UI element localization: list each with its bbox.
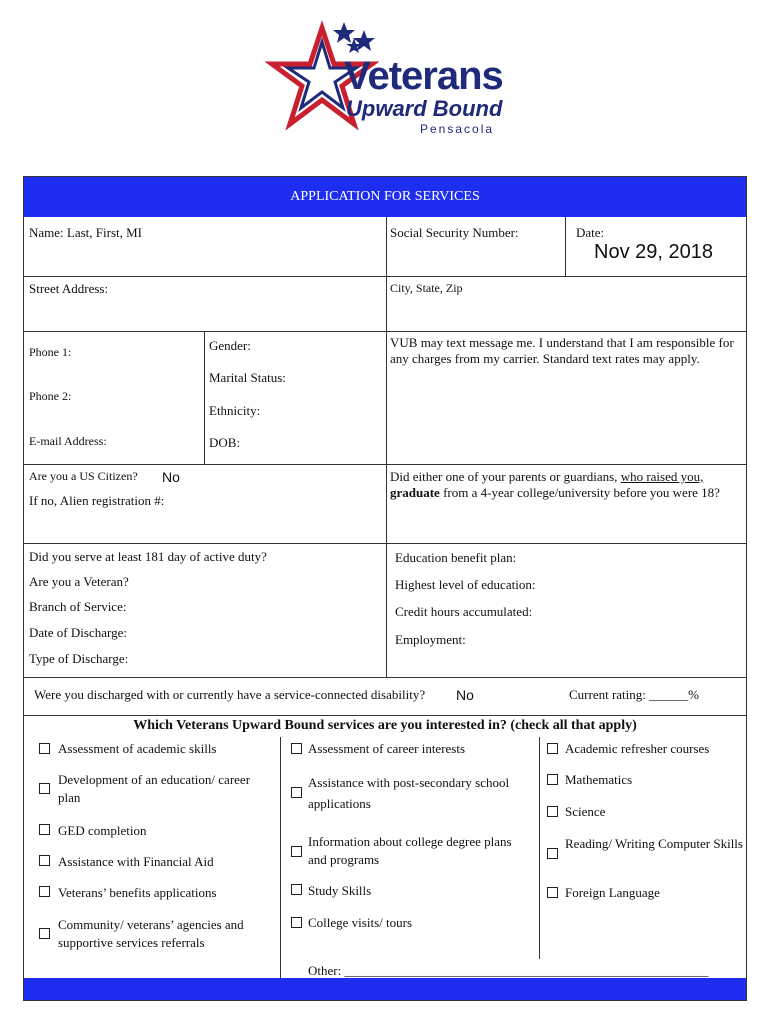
services-title: Which Veterans Upward Bound services are you interested in? (check all that apply) <box>133 718 637 733</box>
checkbox-reading-writing[interactable] <box>547 848 558 859</box>
checkbox-financial-aid[interactable] <box>39 855 50 866</box>
phone1-label: Phone 1: <box>29 345 72 359</box>
dob-label: DOB: <box>209 435 241 450</box>
parents-q-part1: Did either one of your parents or guardians, <box>390 469 621 484</box>
checkbox-career-interests[interactable] <box>291 743 302 754</box>
service-science: Science <box>565 804 606 819</box>
checkbox-community-referrals[interactable] <box>39 928 50 939</box>
logo-line2: Upward Bound <box>346 96 503 121</box>
email-label: E-mail Address: <box>29 434 107 448</box>
service-refresher-courses: Academic refresher courses <box>565 741 710 756</box>
checkbox-academic-skills[interactable] <box>39 743 50 754</box>
checkbox-college-visits[interactable] <box>291 917 302 928</box>
service-veterans-benefits: Veterans’ benefits applications <box>58 885 217 900</box>
street-label: Street Address: <box>29 281 109 296</box>
form-title: APPLICATION FOR SERVICES <box>24 177 746 217</box>
discharge-date-label: Date of Discharge: <box>29 625 127 640</box>
city-label: City, State, Zip <box>390 281 463 295</box>
checkbox-science[interactable] <box>547 806 558 817</box>
checkbox-school-applications[interactable] <box>291 787 302 798</box>
service-financial-aid: Assistance with Financial Aid <box>58 854 214 869</box>
disability-value[interactable]: No <box>456 687 474 703</box>
citizen-value[interactable]: No <box>162 469 180 485</box>
marital-label: Marital Status: <box>209 370 286 385</box>
other-field[interactable]: Other: ________________________________________________________ <box>308 963 709 978</box>
service-ged: GED completion <box>58 823 147 838</box>
parents-q-bold: graduate <box>390 485 440 500</box>
checkbox-mathematics[interactable] <box>547 774 558 785</box>
active-duty-label: Did you serve at least 181 day of active duty? <box>29 549 267 564</box>
date-value[interactable]: Nov 29, 2018 <box>594 241 713 263</box>
text-consent: VUB may text message me. I understand that I am responsible for any charges from my carrier. Standard text rates may apply. <box>390 335 734 366</box>
service-foreign-language: Foreign Language <box>565 885 660 900</box>
checkbox-veterans-benefits[interactable] <box>39 886 50 897</box>
logo-line3: Pensacola <box>420 122 495 136</box>
service-degree-plans: Information about college degree plans and programs <box>308 834 512 867</box>
checkbox-refresher-courses[interactable] <box>547 743 558 754</box>
service-community-referrals: Community/ veterans’ agencies and supportive services referrals <box>58 917 244 950</box>
gender-label: Gender: <box>209 338 251 353</box>
disability-label: Were you discharged with or currently have a service-connected disability? <box>34 687 426 702</box>
checkbox-career-plan[interactable] <box>39 783 50 794</box>
service-school-applications: Assistance with post-secondary school applications <box>308 775 510 811</box>
parents-question <box>390 469 746 501</box>
ssn-label: Social Security Number: <box>390 225 519 240</box>
rating-label: Current rating: ______% <box>569 687 699 702</box>
service-reading-writing: Reading/ Writing Computer Skills <box>565 836 743 851</box>
veteran-label: Are you a Veteran? <box>29 574 129 589</box>
citizen-label: Are you a US Citizen? <box>29 469 138 483</box>
checkbox-study-skills[interactable] <box>291 884 302 895</box>
ethnicity-label: Ethnicity: <box>209 403 261 418</box>
application-form <box>23 176 747 1001</box>
parents-q-part2: from a 4-year college/university before you were 18? <box>439 485 720 500</box>
date-label: Date: <box>576 225 605 240</box>
service-academic-skills: Assessment of academic skills <box>58 741 217 756</box>
parents-q-underline: who raised you, <box>620 469 704 484</box>
alien-label: If no, Alien registration #: <box>29 493 165 508</box>
credit-hours-label: Credit hours accumulated: <box>395 604 533 619</box>
vub-logo <box>262 20 512 140</box>
service-mathematics: Mathematics <box>565 772 633 787</box>
highest-edu-label: Highest level of education: <box>395 577 536 592</box>
service-college-visits: College visits/ tours <box>308 915 412 930</box>
service-career-interests: Assessment of career interests <box>308 741 466 756</box>
name-label: Name: Last, First, MI <box>29 225 143 240</box>
branch-label: Branch of Service: <box>29 599 127 614</box>
checkbox-degree-plans[interactable] <box>291 846 302 857</box>
checkbox-ged[interactable] <box>39 824 50 835</box>
service-study-skills: Study Skills <box>308 883 372 898</box>
employment-label: Employment: <box>395 632 466 647</box>
edu-benefit-label: Education benefit plan: <box>395 550 517 565</box>
service-career-plan: Development of an education/ career plan <box>58 772 251 805</box>
footer-bar <box>24 978 746 1000</box>
checkbox-foreign-language[interactable] <box>547 887 558 898</box>
phone2-label: Phone 2: <box>29 389 72 403</box>
logo-line1: Veterans <box>344 54 503 98</box>
discharge-type-label: Type of Discharge: <box>29 651 129 666</box>
